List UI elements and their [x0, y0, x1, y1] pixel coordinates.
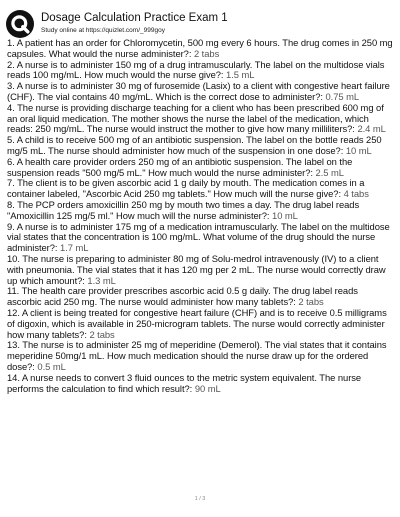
question-text: 1. A patient has an order for Chloromycetin, 500 mg every 6 hours. The drug comes in 250 mg capsules. What would the nurse administer?: [7, 37, 393, 59]
question-item [7, 178, 393, 200]
question-text: 6. A health care provider orders 250 mg of an antibiotic suspension. The label on the suspension reads "500 mg/5 mL." How much would the nurse administer?: [7, 155, 353, 178]
question-answer: 2 tabs [89, 328, 115, 340]
question-text: 11. The health care provider prescribes ascorbic acid 0.5 g daily. The drug label reads ascorbic acid 250 mg. The nurse would administer how many tablets?: [7, 285, 358, 308]
question-text: 14. A nurse needs to convert 3 fluid ounces to the metric system equivalent. The nurse performs the calculation to find which result?: [7, 371, 362, 394]
question-text: 5. A child is to receive 500 mg of an antibiotic suspension. The label on the bottle reads 250 mg/5 mL. The nurse should administer how much of the suspension in one dose?: [7, 134, 382, 156]
question-answer: 90 mL [194, 382, 221, 394]
question-text: 7. The client is to be given ascorbic acid 1 g daily by mouth. The medication comes in a container labeled, "Ascorbic Acid 250 mg tablets." How much will the nurse give?: [7, 177, 365, 200]
question-item [7, 81, 393, 103]
question-answer: 2.4 mL [357, 123, 386, 135]
question-item [7, 103, 393, 135]
question-text: 13. The nurse is to administer 25 mg of meperidine (Demerol). The vial states that it contains meperidine 50mg/1 mL. How much medication should the nurse draw up for the ordered dose?: [7, 339, 387, 372]
question-answer: 1.3 mL [87, 274, 116, 286]
question-answer: 10 mL [345, 144, 372, 156]
question-answer: 2 tabs [193, 47, 220, 59]
question-answer: 0.5 mL [37, 360, 66, 372]
question-answer: 4 tabs [343, 188, 369, 200]
document-header [6, 8, 394, 38]
question-answer: 1.7 mL [60, 242, 89, 254]
question-text: 10. The nurse is preparing to administer 80 mg of Solu-medrol intravenously (IV) to a client with pneumonia. The vial states that it has 120 mg per 2 mL. The nurse would correctly draw up which amount?: [7, 252, 386, 286]
question-item [7, 286, 393, 308]
question-item [7, 373, 393, 395]
question-item [7, 308, 393, 340]
question-text: 9. A nurse is to administer 175 mg of a medication intramuscularly. The label on the multidose vial states that the concentration is 100 mg/mL. What volume of the drug should the nurse administer?: [7, 220, 390, 254]
question-answer: 10 mL [272, 209, 298, 221]
question-text: 4. The nurse is providing discharge teaching for a client who has been prescribed 600 mg of an oral liquid medication. The mother shows the nurse the label of the medication, which reads: 250 mg/mL. The nurse would instruct the mother to give how many milliliters?: [7, 101, 384, 135]
page-number: 1 / 3 [194, 496, 206, 502]
question-text: 12. A client is being treated for congestive heart failure (CHF) and is to receive 0.5 milligrams of digoxin, which is available in 250-microgram tablets. The nurse would correctly administer how many tablets?: [7, 306, 387, 340]
quizlet-logo-icon [6, 10, 34, 38]
question-item [7, 254, 393, 286]
question-list [7, 38, 393, 394]
question-item [7, 157, 393, 179]
question-answer: 0.75 mL [325, 90, 360, 102]
question-answer: 2 tabs [298, 296, 324, 308]
question-item [7, 340, 393, 372]
question-text: 3. A nurse is to administer 30 mg of furosemide (Lasix) to a client with congestive heart failure (CHF). The vial contains 40 mg/mL. Which is the correct dose to administer?: [7, 80, 390, 102]
question-item [7, 38, 393, 60]
question-item [7, 200, 393, 222]
document-subtitle: Study online at https://quizlet.com/_999goy [41, 27, 165, 34]
question-answer: 2.5 mL [315, 166, 344, 178]
question-item [7, 135, 393, 157]
question-text: 8. The PCP orders amoxicillin 250 mg by mouth two times a day. The drug label reads "Amoxicillin 125 mg/5 ml." How much will the nurse administer?: [7, 198, 360, 221]
question-text: 2. A nurse is to administer 150 mg of a drug intramuscularly. The label on the multidose vials reads 100 mg/mL. How much would the nurse give?: [7, 58, 385, 81]
document-title: Dosage Calculation Practice Exam 1 [41, 12, 228, 24]
question-item [7, 222, 393, 254]
question-answer: 1.5 mL [226, 69, 255, 81]
question-item [7, 60, 393, 82]
